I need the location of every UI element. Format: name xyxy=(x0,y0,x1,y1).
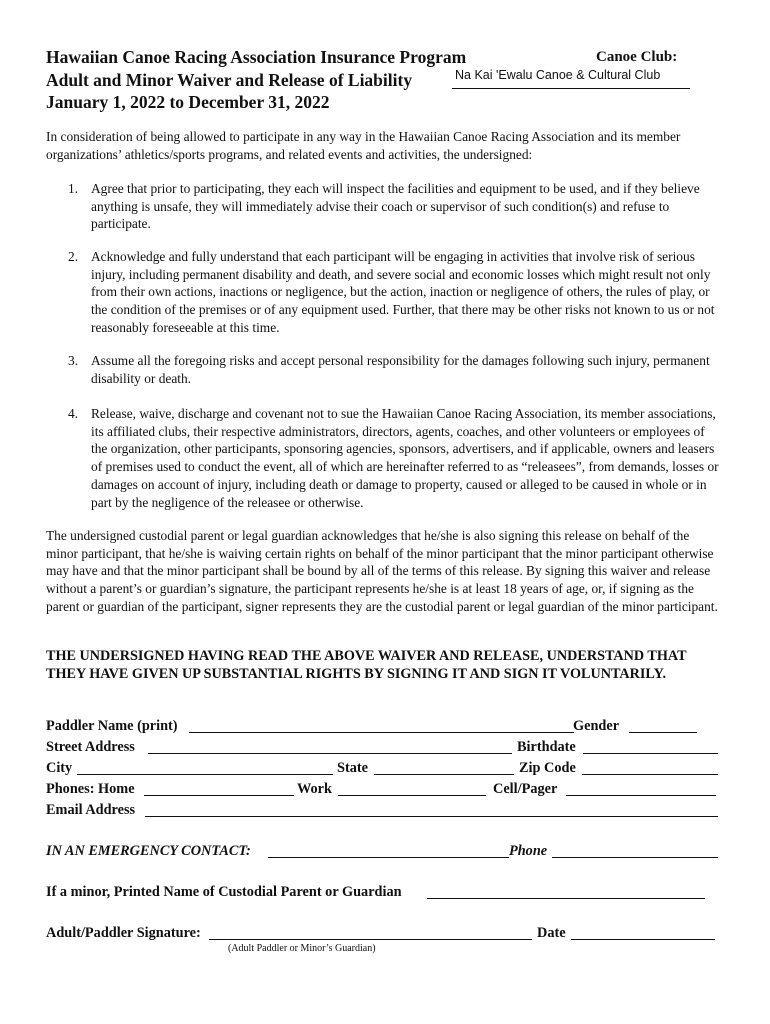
canoe-club-field[interactable] xyxy=(452,68,690,89)
canoe-club-label: Canoe Club: xyxy=(596,49,678,65)
list-item-number: 2. xyxy=(68,249,79,264)
zip-code-field[interactable] xyxy=(582,774,718,775)
work-phone-field[interactable] xyxy=(338,795,486,796)
emergency-phone-label: Phone xyxy=(509,843,548,859)
zip-code-label: Zip Code xyxy=(519,760,576,776)
guardian-name-row xyxy=(46,882,726,902)
emergency-contact-label: IN AN EMERGENCY CONTACT: xyxy=(46,843,251,859)
coverage-period: January 1, 2022 to December 31, 2022 xyxy=(46,92,330,112)
city-row xyxy=(46,758,726,778)
work-phone-label: Work xyxy=(297,781,332,797)
emergency-phone-field[interactable] xyxy=(552,857,718,858)
gender-label: Gender xyxy=(573,718,620,734)
emergency-contact-field[interactable] xyxy=(268,857,509,858)
list-item-text: Assume all the foregoing risks and accept personal responsibility for the damages following such injury, permanent disability or death. xyxy=(91,353,710,386)
street-address-label: Street Address xyxy=(46,739,135,755)
state-label: State xyxy=(337,760,368,776)
phones-row xyxy=(46,779,726,799)
street-address-row xyxy=(46,737,726,757)
date-label: Date xyxy=(537,925,566,941)
acknowledgement-statement: THE UNDERSIGNED HAVING READ THE ABOVE WAIVER AND RELEASE, UNDERSTAND THAT THEY HAVE GIVEN UP SUBSTANTIAL RIGHTS BY SIGNING IT AND SIGN IT VOLUNTARILY. xyxy=(46,648,687,682)
list-item-text: Release, waive, discharge and covenant not to sue the Hawaiian Canoe Racing Association, its member associations, its affiliated clubs, their respective administrators, directors, agents, coaches, and other volunteers or employees of the organization, other participants, sponsoring agencies, sponsors, advertisers, and if applicable, owners and leasers of premises used to conduct the event, all of which are hereinafter referred to as “releasees”, from demands, losses or damages on account of injury, including death or damage to property, caused or alleged to be caused in whole or in part by the negligence of the releasee or otherwise. xyxy=(91,406,719,510)
birthdate-field[interactable] xyxy=(583,753,718,754)
list-item-number: 3. xyxy=(68,353,79,368)
date-field[interactable] xyxy=(571,939,715,940)
home-phone-label: Phones: Home xyxy=(46,781,135,797)
list-item-text: Acknowledge and fully understand that each participant will be engaging in activities that involve risk of serious injury, including permanent disability and death, and severe social and economic losses which might result not only from their own actions, inactions or negligence, but the action, inaction or negligence of others, the rules of play, or the condition of the premises or of any equipment used. Further, that there may be other risks not known to us or not reasonably foreseeable at this time. xyxy=(91,249,715,335)
intro-paragraph: In consideration of being allowed to participate in any way in the Hawaiian Canoe Racing Association and its member organizations’ athletics/sports programs, and related events and activities, the undersigned: xyxy=(46,129,681,162)
paddler-name-row xyxy=(46,716,726,736)
guardian-paragraph: The undersigned custodial parent or legal guardian acknowledges that he/she is also signing this release on behalf of the minor participant, that he/she is waiving certain rights on behalf of the minor participant that the minor participant otherwise may have and that the minor participant shall be bound by all of the terms of this release. By signing this waiver and release without a parent’s or guardian’s signature, the participant represents he/she is at least 18 years of age, or, if signing as the parent or guardian of the participant, signer represents they are the custodial parent or legal guardian of the minor participant. xyxy=(46,528,718,614)
signature-field[interactable] xyxy=(209,939,532,940)
city-field[interactable] xyxy=(77,774,333,775)
list-item-number: 4. xyxy=(68,406,79,421)
canoe-club-value: Na Kai 'Ewalu Canoe & Cultural Club xyxy=(455,68,661,82)
gender-field[interactable] xyxy=(629,732,697,733)
paddler-name-label: Paddler Name (print) xyxy=(46,718,178,734)
list-item-number: 1. xyxy=(68,181,79,196)
cell-pager-label: Cell/Pager xyxy=(493,781,558,797)
state-field[interactable] xyxy=(374,774,514,775)
signature-label: Adult/Paddler Signature: xyxy=(46,925,201,941)
emergency-contact-row xyxy=(46,841,726,861)
signature-note: (Adult Paddler or Minor’s Guardian) xyxy=(228,943,376,954)
cell-pager-field[interactable] xyxy=(566,795,716,796)
home-phone-field[interactable] xyxy=(144,795,294,796)
document-title: Hawaiian Canoe Racing Association Insurance Program xyxy=(46,47,467,67)
list-item-text: Agree that prior to participating, they each will inspect the facilities and equipment to be used, and if they believe anything is unsafe, they will immediately advise their coach or supervisor of such condition(s) and refuse to participate. xyxy=(91,181,700,232)
document-subtitle: Adult and Minor Waiver and Release of Liability xyxy=(46,70,413,90)
city-label: City xyxy=(46,760,73,776)
email-label: Email Address xyxy=(46,802,136,818)
email-row xyxy=(46,800,726,820)
birthdate-label: Birthdate xyxy=(517,739,576,755)
street-address-field[interactable] xyxy=(148,753,512,754)
signature-row xyxy=(46,923,726,943)
email-field[interactable] xyxy=(145,816,718,817)
guardian-name-field[interactable] xyxy=(427,898,705,899)
guardian-name-label: If a minor, Printed Name of Custodial Parent or Guardian xyxy=(46,884,402,900)
paddler-name-field[interactable] xyxy=(189,732,574,733)
